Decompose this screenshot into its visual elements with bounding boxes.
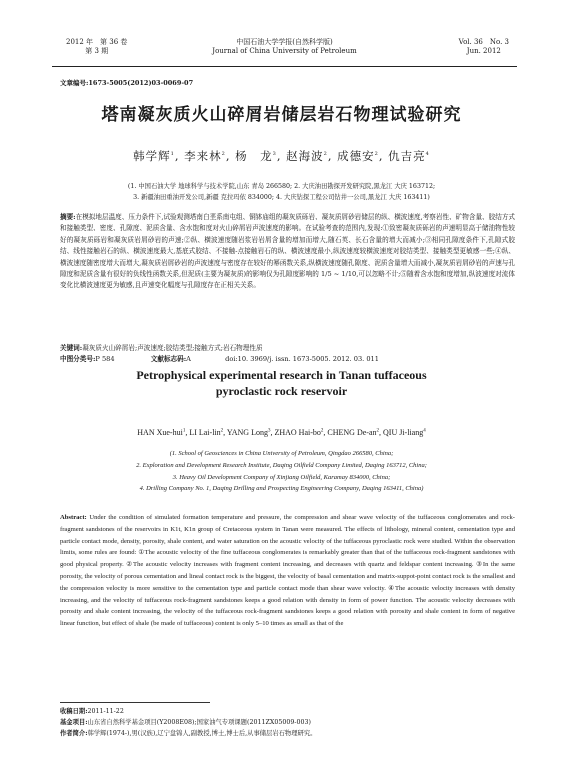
affiliation-marker: 4 <box>425 151 430 158</box>
affiliation-marker: 1 <box>170 151 175 158</box>
chinese-abstract: 摘要:在模拟地层温度、压力条件下,试验观测塔南白垩系南屯组、铜钵庙组的凝灰质砾岩、凝灰质屑砂岩储层的纵、横波速度,考察岩性、矿物含量、胶结方式和接触类型、密度、孔隙度、泥质含量、含水饱和度对火山碎屑岩声波速度的影响。在试验考查的范围内,发现:①致密凝灰质砾岩的声速明显高于储油物性较好的凝灰质砾岩和凝灰质岩屑砂岩的声速;②纵、横波速度随岩浆岩岩屑含量的增加而增大,随石英、长石含量的增大而减小;③相同孔隙度条件下,孔隙式胶结、线性接触岩石的纵、横波速度最大,基底式胶结、不接触-点接触岩石的纵、横波速度最小,纵波速度较横波速度对胶结类型、接触类型更敏感一些;④纵、横波速度随密度增大而增大,凝灰质岩屑砂岩的声波速度与密度存在较好的幂函数关系,纵横波速度随孔隙度、泥质含量增大而减小,凝灰质岩屑砂岩的声速与孔隙度和泥质含量有很好的负线性函数关系,但泥质(主要为凝灰质)的影响仅为孔隙度影响的 1/5 ~ 1/10,可以忽略不计;⑤随着含水饱和度增加,纵波速度对流体变化比横波速度更为敏感,且声速变化幅度与孔隙度存在正相关关系。 <box>60 213 516 290</box>
english-affiliations: (1. School of Geosciences in China University of Petroleum, Qingdao 266580, China; 2. Exploration and Development Research Institute, Daqing Oilfield Company Limited, Daqing 163712, China; 3. Heavy Oil Development Company of Xinjiang Oilfield, Karamay 834000, China; 4. Drilling Company No. 1, Daqing Drilling and Prospecting Engineering Company, Daqing 163411, China) <box>136 450 427 493</box>
author-name: 赵海波 <box>286 149 324 163</box>
volume-info: Vol. 36 No. 3 Jun. 2012 <box>458 38 509 55</box>
english-authors: HAN Xue-hui$^1$, LI Lai-lin$^2$, YANG Long$^3$, ZHAO Hai-$bo^2$, CHENG $De-an^2$, QIU Ji-liang$^4$ <box>137 428 426 437</box>
chinese-title: 塔南凝灰质火山碎屑岩储层岩石物理试验研究 <box>101 105 462 125</box>
fund-info: 基金项目:山东省自然科学基金项目(Y2008E08);国家油气专项课题(2011ZX05009-003) <box>60 719 311 726</box>
affiliation-marker: 2 <box>374 151 379 158</box>
classification-line: 中图分类号:P 584 文献标志码:A doi:10. 3969/j. issn. 1673-5005. 2012. 03. 011 <box>60 355 379 363</box>
chinese-affiliations: (1. 中国石油大学 地球科学与技术学院,山东 青岛 266580; 2. 大庆油田勘探开发研究院,黑龙江 大庆 163712; 3. 新疆油田重油开发公司,新疆 克拉玛依 834000; 4. 大庆钻探工程公司钻井一公司,黑龙江 大庆 163411) <box>127 183 436 201</box>
chinese-keywords: 关键词:凝灰质火山碎屑岩;声波速度;胶结类型;接触方式;岩石物理性质 <box>60 344 263 352</box>
affiliation-marker: 2 <box>323 151 328 158</box>
chinese-authors: 韩学辉$^1$, 李来林$^2$, 杨 龙$^3$, 赵海波$^2$, 成德安$^2$, 仇吉亮$^4$ <box>133 149 430 163</box>
affiliation-marker: 4 <box>423 428 426 434</box>
author-name: YANG Long <box>226 428 268 437</box>
footnotes <box>60 706 515 739</box>
author-name: CHENG De-an <box>327 428 377 437</box>
author-name: 仇吉亮 <box>388 149 426 163</box>
author-bio: 作者简介:韩学辉(1974-),男(汉族),辽宁盘锦人,副教授,博士,博士后,从事储层岩石物理研究。 <box>60 730 317 737</box>
article-number: 文章编号:1673-5005(2012)03-0069-07 <box>60 79 194 87</box>
affiliation-marker: 2 <box>320 428 324 434</box>
author-name: QIU Ji-liang <box>383 428 424 437</box>
affiliation-marker: 2 <box>221 151 226 158</box>
affiliation-marker: 3 <box>272 151 277 158</box>
issue-info: 2012 年 第 36 卷 第 3 期 <box>66 38 128 55</box>
footnote-divider <box>60 702 210 703</box>
doi: doi:10. 3969/j. issn. 1673-5005. 2012. 03. 011 <box>225 355 379 363</box>
english-abstract: Abstract: Under the condition of simulated formation temperature and pressure, the compression and shear wave velocity of the tuffaceous conglomerates and rock-fragment sandstones of the reservoirs in K1t, K1n group of Cretaceous system in Tanan were measured. The effects of lithology, mineral content, cementation type and particle contact mode, density, porosity, shale content, and water saturation on the acoustic velocity of the tuffaceous pyroclastic rock were studied. Within the observation limits, some rules are found: ①The acoustic velocity of the fine tuffaceous conglomerates is remarkably greater than that of the tuffaceous rock-fragment sandstones with good physical property. ②The acoustic velocity increases with fragment content increasing, and decreases with quartz and feldspar content increasing. ③In the same porosity, the velocity of porous cementation and lineal contact rock is the biggest, the velocity of basal cementation and matrix-suppot-point contact rock is the smallest and the compression velocity is more sensitive to the cementation type and particle contact mode than shear wave velocity. ④The acoustic velocity increases with density increasing, and the velocity of tuffaceous rock-fragment sandstones keeps a good relation with density in form of power function. The acoustic velocity decreases with porosity and shale content increasing, the velocity of the tuffaceous rock-fragment sandstones keeps a good relation with porosity and shale content in form of negative linear function, but effect of shale (be made of tuffaceous) content is only 5–10 times as small as that of the <box>60 514 515 628</box>
author-name: LI Lai-lin <box>189 428 221 437</box>
author-name: 杨 龙 <box>235 149 273 163</box>
author-name: 李来林 <box>184 149 222 163</box>
author-name: 韩学辉 <box>133 149 171 163</box>
affiliation-marker: 1 <box>182 428 186 434</box>
author-name: HAN Xue-hui <box>137 428 183 437</box>
affiliation-marker: 3 <box>267 428 271 434</box>
journal-name: 中国石油大学学报(自然科学版) Journal of China University of Petroleum <box>212 38 357 55</box>
received-date: 收稿日期:2011-11-22 <box>60 708 124 715</box>
english-title: Petrophysical experimental research in Tanan tuffaceous pyroclastic rock reservoir <box>136 368 427 398</box>
affiliation-marker: 2 <box>376 428 379 434</box>
running-header <box>52 36 517 64</box>
header-divider <box>52 66 517 67</box>
author-name: ZHAO Hai-bo <box>274 428 321 437</box>
author-name: 成德安 <box>337 149 375 163</box>
affiliation-marker: 2 <box>220 428 224 434</box>
